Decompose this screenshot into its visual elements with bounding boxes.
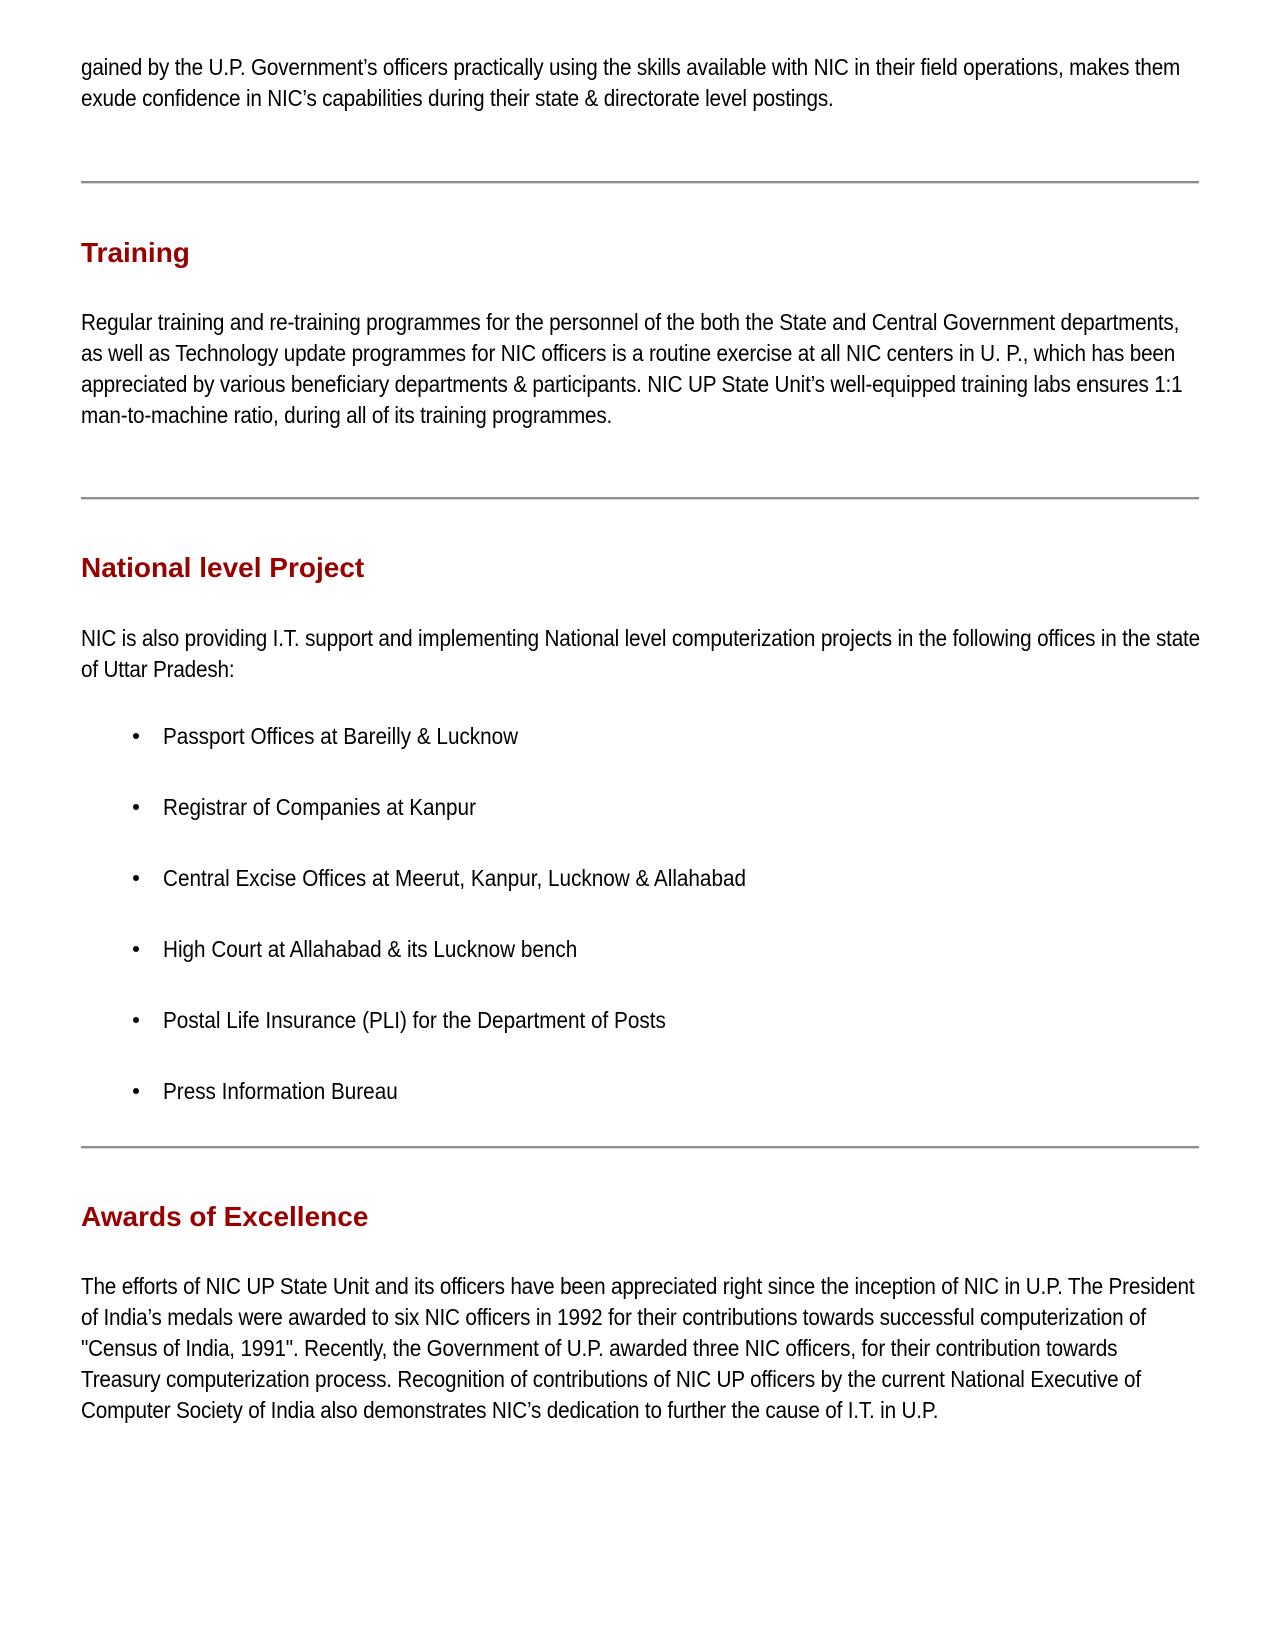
bullet-icon bbox=[133, 946, 139, 952]
list-item-text: Press Information Bureau bbox=[163, 1078, 398, 1104]
bullet-icon bbox=[133, 1088, 139, 1094]
list-item-text: Registrar of Companies at Kanpur bbox=[163, 794, 476, 820]
national-project-paragraph: NIC is also providing I.T. support and implementing National level computerization projects in the following offices in the state of Uttar Pradesh: bbox=[81, 625, 1200, 682]
training-heading: Training bbox=[81, 237, 190, 268]
list-item bbox=[81, 1076, 1201, 1116]
office-list bbox=[81, 721, 1201, 1116]
list-item-text: Passport Offices at Bareilly & Lucknow bbox=[163, 723, 519, 749]
bullet-icon bbox=[133, 875, 139, 881]
document-page bbox=[81, 52, 1201, 1426]
list-item bbox=[81, 863, 1201, 934]
list-item-text: Postal Life Insurance (PLI) for the Department of Posts bbox=[163, 1007, 666, 1033]
list-item bbox=[81, 792, 1201, 863]
awards-heading: Awards of Excellence bbox=[81, 1201, 369, 1232]
list-item-text: High Court at Allahabad & its Lucknow bench bbox=[163, 936, 578, 962]
bullet-icon bbox=[133, 733, 139, 739]
awards-paragraph: The efforts of NIC UP State Unit and its officers have been appreciated right since the inception of NIC in U.P. The President of India’s medals were awarded to six NIC officers in 1992 for their contributions towards successful computerization of "Census of India, 1991". Recently, the Government of U.P. awarded three NIC officers, for their contribution towards Treasury computerization process. Recognition of contributions of NIC UP officers by the current National Executive of Computer Society of India also demonstrates NIC’s dedication to further the cause of I.T. in U.P. bbox=[81, 1273, 1195, 1423]
list-item-text: Central Excise Offices at Meerut, Kanpur, Lucknow & Allahabad bbox=[163, 865, 746, 891]
list-item bbox=[81, 934, 1201, 1005]
bullet-icon bbox=[133, 1017, 139, 1023]
bullet-icon bbox=[133, 804, 139, 810]
intro-paragraph: gained by the U.P. Government’s officers practically using the skills available with NIC in their field operations, makes them exude confidence in NIC’s capabilities during their state & directorate level postings. bbox=[81, 54, 1181, 111]
training-paragraph: Regular training and re-training programmes for the personnel of the both the State and Central Government departments, as well as Technology update programmes for NIC officers is a routine exercise at all NIC centers in U. P., which has been appreciated by various beneficiary departments & participants. NIC UP State Unit’s well-equipped training labs ensures 1:1 man-to-machine ratio, during all of its training programmes. bbox=[81, 309, 1183, 428]
list-item bbox=[81, 1005, 1201, 1076]
national-project-heading: National level Project bbox=[81, 552, 365, 583]
list-item bbox=[81, 721, 1201, 792]
